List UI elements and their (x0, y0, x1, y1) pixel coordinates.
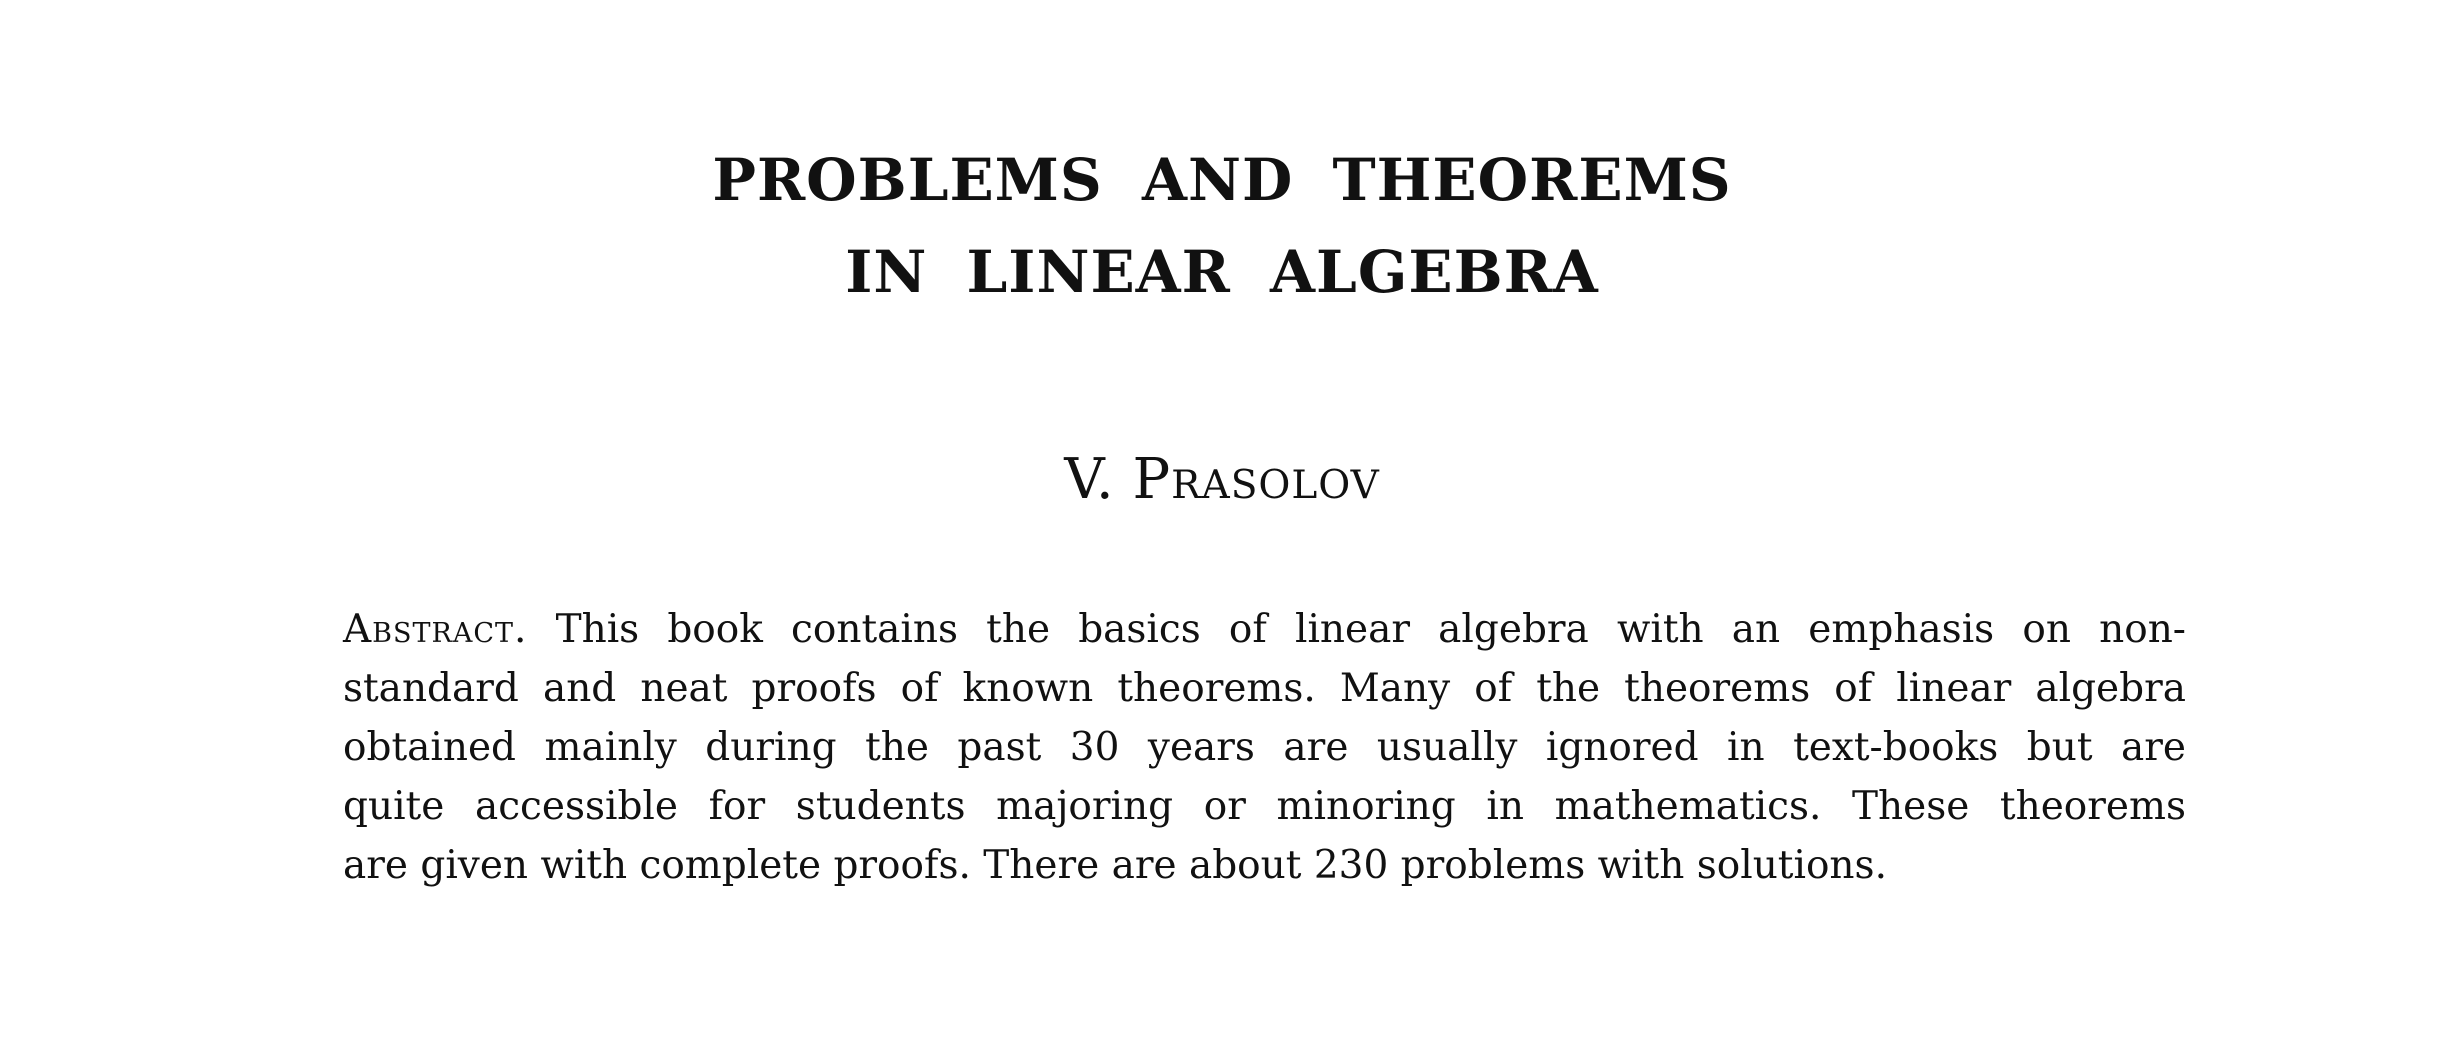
author-name (0, 445, 2444, 515)
abstract-line-3: obtained mainly during the past 30 years are usually ignored in text-books but are (343, 725, 2186, 770)
author-initial: V. (1064, 447, 1115, 512)
abstract-line-2: standard and neat proofs of known theorems. Many of the theorems of linear algebra (343, 666, 2186, 711)
abstract (343, 600, 2186, 895)
abstract-line-5: are given with complete proofs. There are about 230 problems with solutions. (343, 843, 1887, 888)
abstract-line-4: quite accessible for students majoring or minoring in mathematics. These theorems (343, 784, 2186, 829)
title-line-2: IN LINEAR ALGEBRA (845, 238, 1599, 306)
abstract-label: Abstract. (343, 607, 528, 652)
abstract-line-1 (343, 600, 2186, 659)
abstract-line-1-text: This book contains the basics of linear algebra with an emphasis on non- (555, 607, 2186, 652)
title-block (0, 134, 2444, 318)
author-surname: Prasolov (1132, 447, 1380, 512)
title-line-1: PROBLEMS AND THEOREMS (712, 146, 1732, 214)
